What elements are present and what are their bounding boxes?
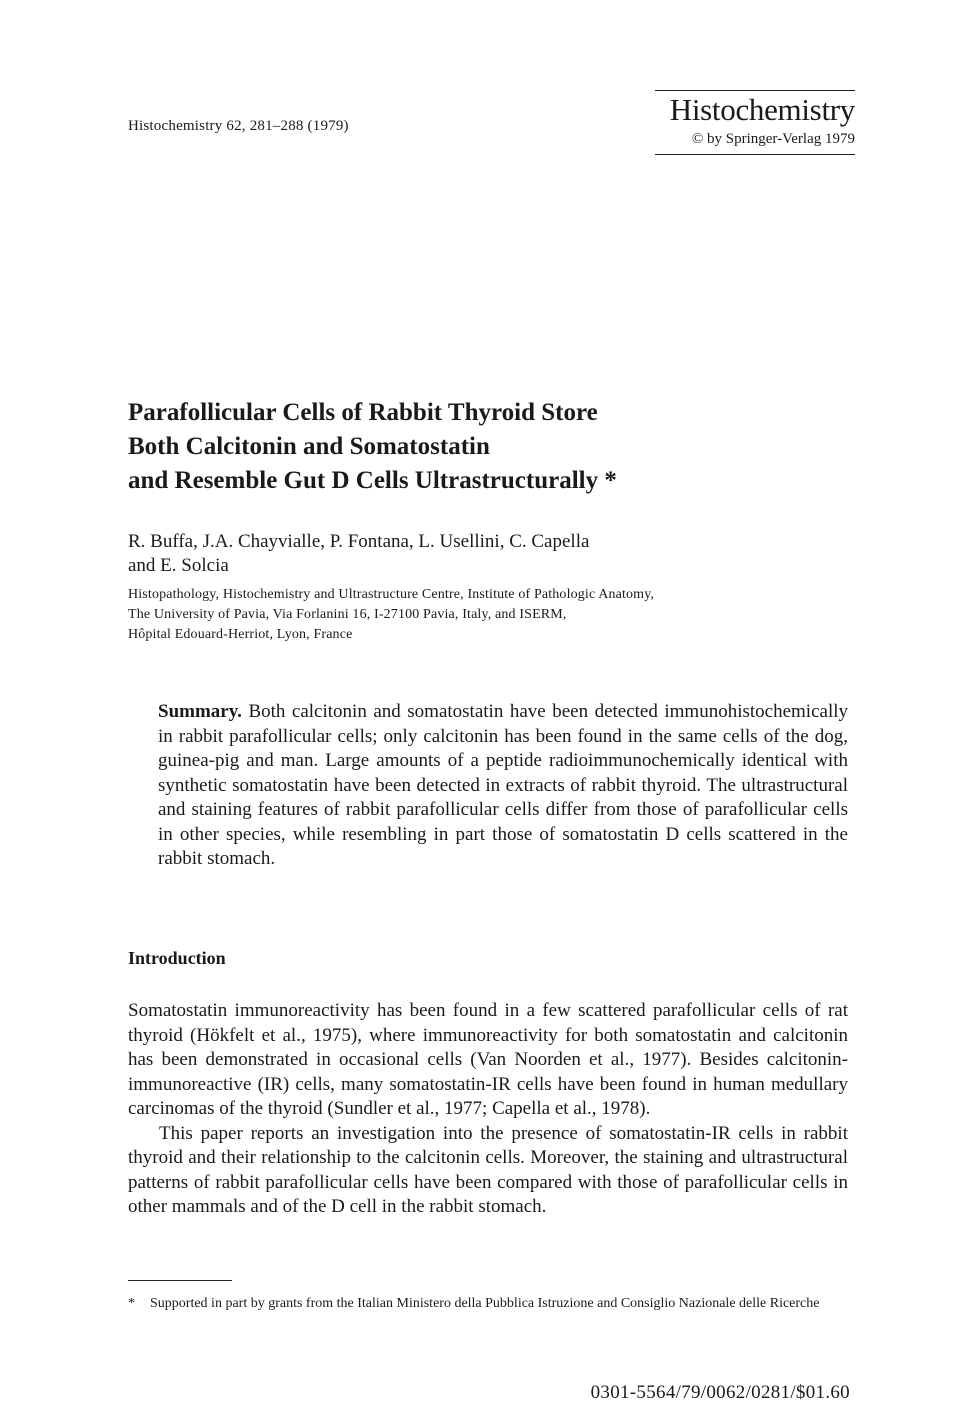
summary-label: Summary.	[158, 701, 242, 722]
author-line: R. Buffa, J.A. Chayvialle, P. Fontana, L. Usellini, C. Capella	[128, 531, 590, 552]
journal-citation: Histochemistry 62, 281–288 (1979)	[128, 118, 349, 134]
author-list	[128, 530, 589, 578]
masthead-top-rule	[655, 90, 855, 91]
journal-masthead	[655, 90, 855, 155]
intro-paragraph: Somatostatin immunoreactivity has been found in a few scattered parafollicular cells of rat thyroid (Hökfelt et al., 1975), where immunoreactivity for both somatostatin and calcitonin has been demonstrated in occasional cells (Van Noorden et al., 1977). Besides calcitonin-immunoreactive (IR) cells, many somatostatin-IR cells have been found in human medullary carcinomas of the thyroid (Sundler et al., 1977; Capella et al., 1978).	[128, 1000, 848, 1119]
affiliation-line: The University of Pavia, Via Forlanini 16, I-27100 Pavia, Italy, and ISERM,	[128, 607, 567, 622]
journal-name: Histochemistry	[669, 92, 855, 127]
copyright-line: © by Springer-Verlag 1979	[691, 131, 855, 147]
title-line: and Resemble Gut D Cells Ultrastructurally *	[128, 467, 617, 494]
summary-text: Both calcitonin and somatostatin have been detected immunohistochemically in rabbit parafollicular cells; only calcitonin has been found in the same cells of the dog, guinea-pig and man. Large amounts of a peptide radioimmunochemically identical with synthetic somatostatin have been detected in extracts of rabbit thyroid. The ultrastructural and staining features of rabbit parafollicular cells differ from those of parafollicular cells in other species, while resembling in part those of somatostatin D cells scattered in the rabbit stomach.	[158, 701, 848, 869]
title-line: Both Calcitonin and Somatostatin	[128, 433, 490, 460]
footnote-text: Supported in part by grants from the Italian Ministero della Pubblica Istruzione and Consiglio Nazionale delle Ricerche	[150, 1296, 820, 1311]
masthead-bottom-rule	[655, 154, 855, 155]
intro-paragraph: This paper reports an investigation into the presence of somatostatin-IR cells in rabbit thyroid and their relationship to the calcitonin cells. Moreover, the staining and ultrastructural patterns of rabbit parafollicular cells have been compared with those of parafollicular cells in other mammals and of the D cell in the rabbit stomach.	[128, 1122, 848, 1217]
affiliation-line: Histopathology, Histochemistry and Ultrastructure Centre, Institute of Pathologic Anatomy,	[128, 587, 655, 602]
article-title	[128, 396, 848, 498]
issn-code: 0301-5564/79/0062/0281/$01.60	[590, 1382, 850, 1403]
affiliation-line: Hôpital Edouard-Herriot, Lyon, France	[128, 627, 353, 642]
footnote	[128, 1294, 850, 1314]
section-heading-introduction: Introduction	[128, 948, 226, 968]
author-line: and E. Solcia	[128, 555, 229, 576]
summary-abstract	[158, 700, 848, 872]
affiliation	[128, 585, 654, 645]
title-line: Parafollicular Cells of Rabbit Thyroid Store	[128, 399, 598, 426]
footnote-mark: *	[128, 1296, 135, 1311]
introduction-body	[128, 999, 848, 1220]
footnote-rule	[128, 1280, 232, 1281]
